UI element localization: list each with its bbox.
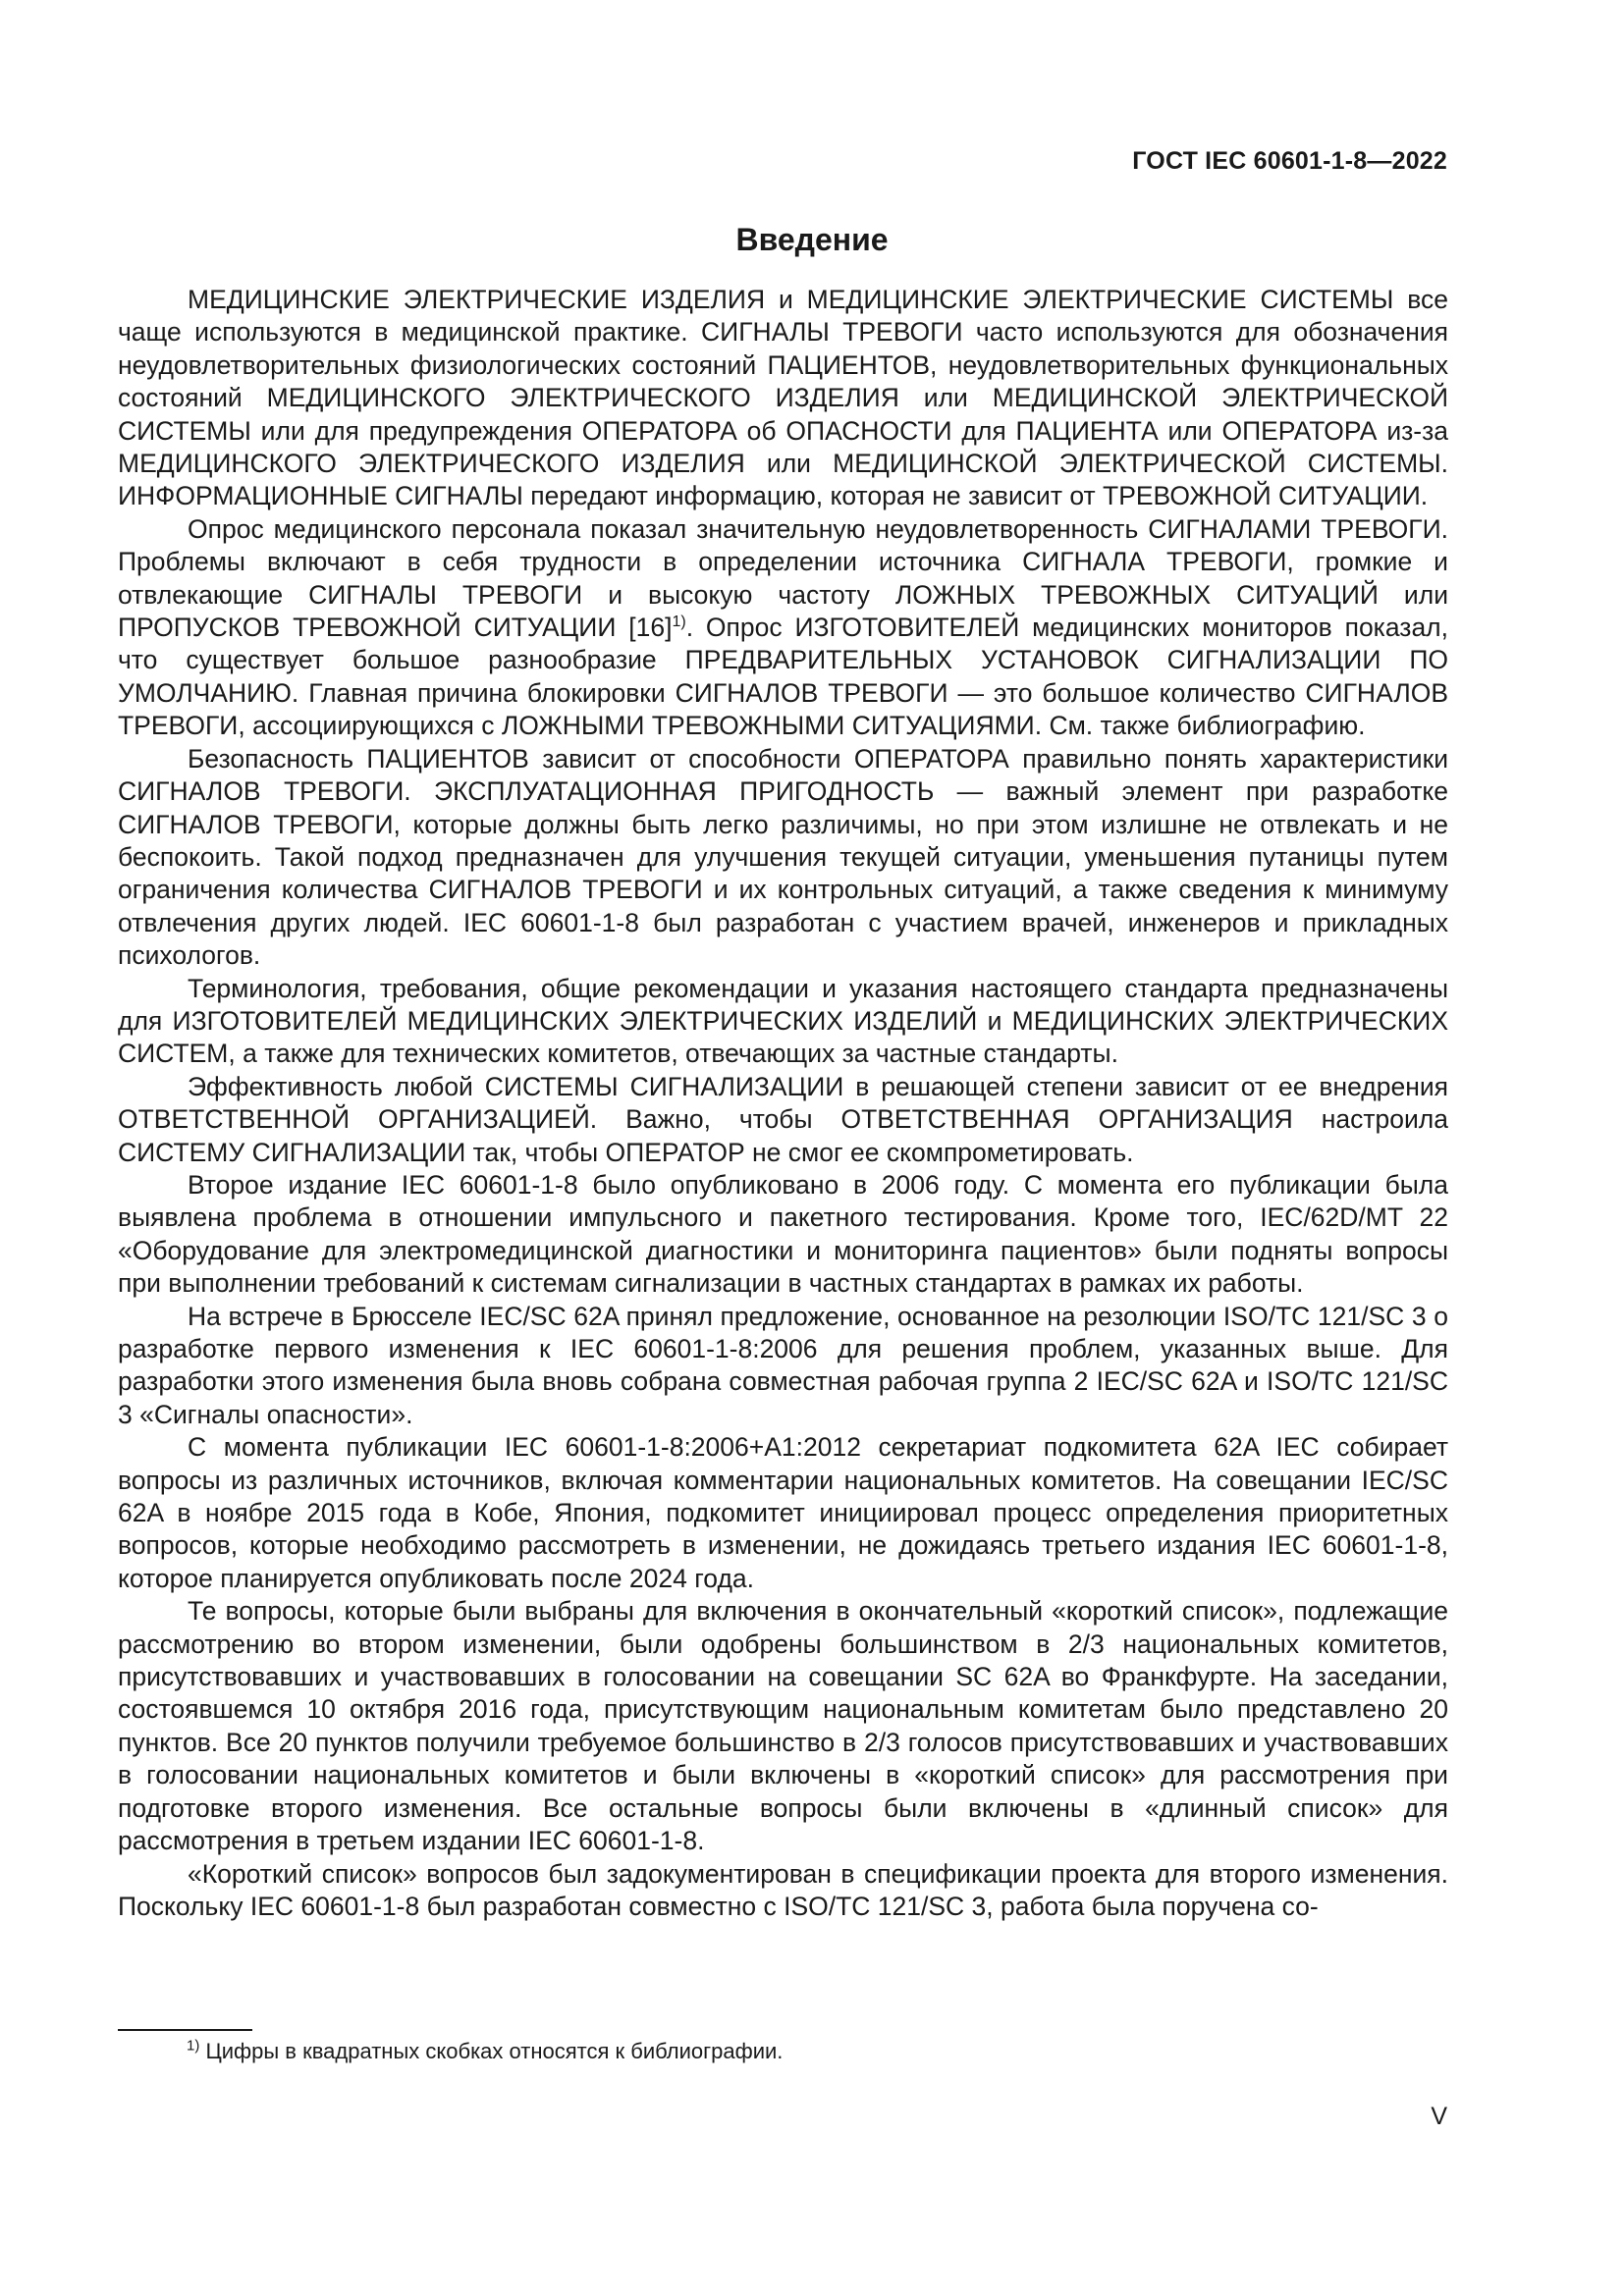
footnote-text: Цифры в квадратных скобках относятся к библиографии. xyxy=(205,2039,784,2063)
footnote xyxy=(187,2037,783,2066)
paragraph: Безопасность ПАЦИЕНТОВ зависит от способности ОПЕРАТОРА правильно понять характеристики СИГНАЛОВ ТРЕВОГИ. ЭКСПЛУАТАЦИОННАЯ ПРИГОДНОСТЬ — важный элемент при разработке СИГНАЛОВ ТРЕВОГИ, которые должны быть легко различимы, но при этом излишне не отвлекать и не беспокоить. Такой подход предназначен для улучшения текущей ситуации, уменьшения путаницы путем ограничения количества СИГНАЛОВ ТРЕВОГИ и их контрольных ситуаций, а также сведения к минимуму отвлечения других людей. IEC 60601-1-8 был разработан с участием врачей, инженеров и прикладных психологов. xyxy=(118,743,1448,971)
footnote-marker: 1) xyxy=(187,2037,200,2055)
paragraph: «Короткий список» вопросов был задокументирован в спецификации проекта для второго изменения. Поскольку IEC 60601-1-8 был разработан совместно с ISO/TC 121/SC 3, работа была поручена со- xyxy=(118,1858,1448,1921)
paragraph: С момента публикации IEC 60601-1-8:2006+A1:2012 секретариат подкомитета 62A IEC собирает вопросы из различных источников, включая комментарии национальных комитетов. На совещании IEC/SC 62A в ноябре 2015 года в Кобе, Япония, подкомитет инициировал процесс определения приоритетных вопросов, которые необходимо рассмотреть в изменении, не дожидаясь третьего издания IEC 60601-1-8, которое планируется опубликовать после 2024 года. xyxy=(118,1432,1448,1593)
section-title: Введение xyxy=(735,222,889,257)
body-text xyxy=(118,284,1448,1923)
paragraph: Второе издание IEC 60601-1-8 было опубликовано в 2006 году. С момента его публикации была выявлена проблема в отношении импульсного и пакетного тестирования. Кроме того, IEC/62D/MT 22 «Оборудование для электромедицинской диагностики и мониторинга пациентов» были подняты вопросы при выполнении требований к системам сигнализации в частных стандартах в рамках их работы. xyxy=(118,1169,1448,1299)
footnote-divider xyxy=(118,2029,252,2031)
document-code: ГОСТ IEC 60601-1-8—2022 xyxy=(1132,147,1447,175)
paragraph xyxy=(118,513,1448,743)
paragraph: МЕДИЦИНСКИЕ ЭЛЕКТРИЧЕСКИЕ ИЗДЕЛИЯ и МЕДИЦИНСКИЕ ЭЛЕКТРИЧЕСКИЕ СИСТЕМЫ все чаще используются в медицинской практике. СИГНАЛЫ ТРЕВОГИ часто используются для обозначения неудовлетворительных физиологических состояний ПАЦИЕНТОВ, неудовлетворительных функциональных состояний МЕДИЦИНСКОГО ЭЛЕКТРИЧЕСКОГО ИЗДЕЛИЯ или МЕДИЦИНСКОЙ ЭЛЕКТРИЧЕСКОЙ СИСТЕМЫ или для предупреждения ОПЕРАТОРА об ОПАСНОСТИ для ПАЦИЕНТА или ОПЕРАТОРА из-за МЕДИЦИНСКОГО ЭЛЕКТРИЧЕСКОГО ИЗДЕЛИЯ или МЕДИЦИНСКОЙ ЭЛЕКТРИЧЕСКОЙ СИСТЕМЫ. ИНФОРМАЦИОННЫЕ СИГНАЛЫ передают информацию, которая не зависит от ТРЕВОЖНОЙ СИТУАЦИИ. xyxy=(118,285,1448,511)
paragraph-text: . Опрос ИЗГОТОВИТЕЛЕЙ медицинских мониторов показал, что существует большое разнообразие ПРЕДВАРИТЕЛЬНЫХ УСТАНОВОК СИГНАЛИЗАЦИИ ПО УМОЛЧАНИЮ. Главная причина блокировки СИГНАЛОВ ТРЕВОГИ — это большое количество СИГНАЛОВ ТРЕВОГИ, ассоциирующихся с ЛОЖНЫМИ ТРЕВОЖНЫМИ СИТУАЦИЯМИ. См. также библиографию. xyxy=(118,613,1449,741)
paragraph-text: Опрос медицинского персонала показал значительную неудовлетворенность СИГНАЛАМИ ТРЕВОГИ. Проблемы включают в себя трудности в определении источника СИГНАЛА ТРЕВОГИ, громкие и отвлекающие СИГНАЛЫ ТРЕВОГИ и высокую частоту ЛОЖНЫХ ТРЕВОЖНЫХ СИТУАЦИЙ или ПРОПУСКОВ ТРЕВОЖНОЙ СИТУАЦИИ [16] xyxy=(118,513,1448,643)
paragraph: Эффективность любой СИСТЕМЫ СИГНАЛИЗАЦИИ в решающей степени зависит от ее внедрения ОТВЕТСТВЕННОЙ ОРГАНИЗАЦИЕЙ. Важно, чтобы ОТВЕТСТВЕННАЯ ОРГАНИЗАЦИЯ настроила СИСТЕМУ СИГНАЛИЗАЦИИ так, чтобы ОПЕРАТОР не смог ее скомпрометировать. xyxy=(118,1071,1448,1167)
footnote-reference: 1) xyxy=(672,614,686,631)
paragraph: Те вопросы, которые были выбраны для включения в окончательный «короткий список», подлежащие рассмотрению во втором изменении, были одобрены большинством в 2/3 национальных комитетов, присутствовавших и участвовавших в голосовании на совещании SC 62A во Франкфурте. На заседании, состоявшемся 10 октября 2016 года, присутствующим национальным комитетам было представлено 20 пунктов. Все 20 пунктов получили требуемое большинство в 2/3 голосов присутствовавших и участвовавших в голосовании национальных комитетов и были включены в «короткий список» для рассмотрения при подготовке второго изменения. Все остальные вопросы были включены в «длинный список» для рассмотрения в третьем издании IEC 60601-1-8. xyxy=(118,1596,1448,1856)
paragraph: Терминология, требования, общие рекомендации и указания настоящего стандарта предназначены для ИЗГОТОВИТЕЛЕЙ МЕДИЦИНСКИХ ЭЛЕКТРИЧЕСКИХ ИЗДЕЛИЙ и МЕДИЦИНСКИХ ЭЛЕКТРИЧЕСКИХ СИСТЕМ, а также для технических комитетов, отвечающих за частные стандарты. xyxy=(118,973,1448,1069)
paragraph: На встрече в Брюсселе IEC/SC 62A принял предложение, основанное на резолюции ISO/TC 121/SC 3 о разработке первого изменения к IEC 60601-1-8:2006 для решения проблем, указанных выше. Для разработки этого изменения была вновь собрана совместная рабочая группа 2 IEC/SC 62A и ISO/TC 121/SC 3 «Сигналы опасности». xyxy=(118,1301,1448,1429)
page-number: V xyxy=(1431,2103,1447,2130)
